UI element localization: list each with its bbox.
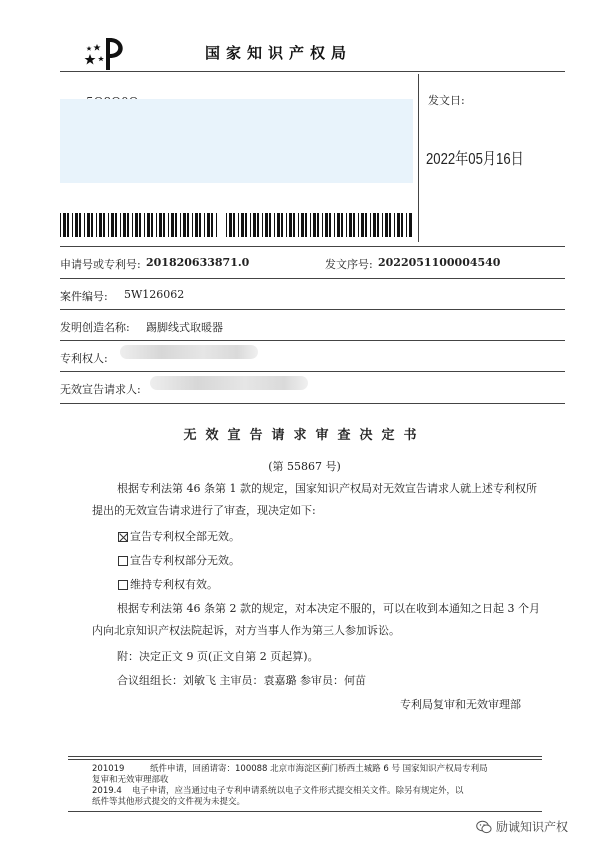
barcode-bar xyxy=(96,213,97,237)
invention-title-label: 发明创造名称: xyxy=(60,321,130,334)
barcode-bar xyxy=(84,213,85,237)
barcode-bar xyxy=(322,213,323,237)
barcode-bar xyxy=(211,213,213,237)
barcode-left xyxy=(60,213,220,237)
barcode-bar xyxy=(289,213,292,237)
barcode-bar xyxy=(226,213,227,237)
barcode-bar xyxy=(229,213,232,237)
barcode-bar xyxy=(120,213,121,237)
paragraph-1-line-1: 根据专利法第 46 条第 1 款的规定，国家知识产权局对无效宣告请求人就上述专利权所 xyxy=(117,482,537,495)
option-maintain-valid-checkbox[interactable] xyxy=(118,580,128,590)
barcode-bar xyxy=(132,213,133,237)
requester-label: 无效宣告请求人: xyxy=(60,383,141,396)
barcode-bar xyxy=(147,213,150,237)
decision-title: 无效宣告请求审查决定书 xyxy=(183,428,426,443)
barcode-bar xyxy=(79,213,81,237)
send-date-value: 2022年05月16日 xyxy=(426,151,524,168)
table-rule xyxy=(60,246,565,247)
watermark-account-name: 励诚知识产权 xyxy=(496,820,569,834)
barcode-right xyxy=(226,213,414,237)
barcode-bar xyxy=(301,213,304,237)
barcode-bar xyxy=(111,213,114,237)
barcode-bar xyxy=(325,213,328,237)
paragraph-2-line-1: 根据专利法第 46 条第 2 款的规定，对本决定不服的，可以在收到本通知之日起 3 个月 xyxy=(117,602,540,615)
attachment-note: 附：决定正文 9 页(正文自第 2 页起算)。 xyxy=(117,650,319,663)
panel-members: 合议组组长：刘敏飞 主审员：袁嘉璐 参审员：何苗 xyxy=(117,674,366,687)
header-rule xyxy=(60,71,565,72)
barcode-bar xyxy=(394,213,395,237)
barcode-bar xyxy=(377,213,379,237)
barcode-bar xyxy=(91,213,93,237)
barcode-bar xyxy=(115,213,117,237)
table-rule xyxy=(60,278,565,279)
barcode-bar xyxy=(250,213,251,237)
application-number-value: 201820633871.0 xyxy=(146,256,250,269)
barcode-bar xyxy=(341,213,343,237)
barcode-bar xyxy=(108,213,109,237)
barcode-bar xyxy=(60,213,61,237)
barcode-bar xyxy=(195,213,198,237)
barcode-bar xyxy=(192,213,193,237)
barcode-bar xyxy=(349,213,352,237)
barcode-bar xyxy=(175,213,177,237)
option-invalid-partial-checkbox[interactable] xyxy=(118,556,128,566)
decision-number: (第 55867 号) xyxy=(268,460,341,473)
send-date-label: 发文日: xyxy=(428,94,465,107)
barcode-bar xyxy=(353,213,355,237)
footer-mail-instruction: 纸件申请，回函请寄：100088 北京市海淀区蓟门桥西土城路 6 号 国家知识产权局专利局 xyxy=(150,764,488,774)
document-serial-label: 发文序号: xyxy=(325,258,373,271)
document-serial-value: 2022051100004540 xyxy=(378,256,501,269)
wechat-icon xyxy=(476,820,492,834)
barcode-bar xyxy=(298,213,299,237)
barcode-bar xyxy=(274,213,275,237)
footer-rule-bottom xyxy=(68,811,542,812)
barcode-bar xyxy=(373,213,376,237)
barcode-bar xyxy=(135,213,138,237)
barcode-bar xyxy=(187,213,189,237)
barcode-bar xyxy=(183,213,186,237)
paragraph-1-line-2: 提出的无效宣告请求进行了审查，现决定如下: xyxy=(92,504,316,517)
date-column-divider xyxy=(418,74,419,242)
footer-mail-instruction-cont: 复审和无效审理部收 xyxy=(92,775,169,785)
footer-rule-top-2 xyxy=(68,759,542,760)
barcode-bar xyxy=(163,213,165,237)
barcode-bar xyxy=(370,213,371,237)
barcode-bar xyxy=(361,213,364,237)
barcode-bar xyxy=(277,213,280,237)
barcode-bar xyxy=(67,213,69,237)
barcode-bar xyxy=(265,213,268,237)
barcode-bar xyxy=(389,213,391,237)
barcode-bar xyxy=(156,213,157,237)
barcode-bar xyxy=(397,213,400,237)
paragraph-2-line-2: 内向北京知识产权法院起诉，对方当事人作为第三人参加诉讼。 xyxy=(92,624,400,637)
patentee-label: 专利权人: xyxy=(60,352,108,365)
option-maintain-valid-label: 维持专利权有效。 xyxy=(130,578,218,591)
case-number-value: 5W126062 xyxy=(124,288,185,301)
option-invalid-all-label: 宣告专利权全部无效。 xyxy=(130,530,240,543)
barcode-bar xyxy=(329,213,331,237)
barcode-bar xyxy=(171,213,174,237)
footer-electronic-instruction: 电子申请，应当通过电子专利申请系统以电子文件形式提交相关文件。除另有规定外，以 xyxy=(132,786,464,796)
option-invalid-all-checkbox[interactable] xyxy=(118,532,128,542)
barcode-bar xyxy=(406,213,407,237)
barcode-bar xyxy=(385,213,388,237)
barcode-bar xyxy=(238,213,239,237)
office-name: 国家知识产权局 xyxy=(205,44,353,62)
footer-rule-top xyxy=(68,756,542,757)
barcode-bar xyxy=(346,213,347,237)
barcode-bar xyxy=(337,213,340,237)
barcode-bar xyxy=(281,213,283,237)
barcode-bar xyxy=(286,213,287,237)
address-redaction xyxy=(60,99,413,183)
barcode-bar xyxy=(382,213,383,237)
barcode-bar xyxy=(75,213,78,237)
footer-electronic-instruction-cont: 纸件等其他形式提交的文件视为未提交。 xyxy=(92,797,246,807)
footer-code-2: 2019.4 xyxy=(92,786,122,796)
table-rule xyxy=(60,403,565,404)
barcode-bar xyxy=(409,213,412,237)
case-number-label: 案件编号: xyxy=(60,290,108,303)
barcode-bar xyxy=(358,213,359,237)
barcode-bar xyxy=(72,213,73,237)
footer-code-1: 201019 xyxy=(92,764,125,774)
barcode-bar xyxy=(63,213,66,237)
invention-title-value: 踢脚线式取暖器 xyxy=(146,321,223,334)
barcode-bar xyxy=(127,213,129,237)
barcode-bar xyxy=(103,213,105,237)
option-invalid-partial-label: 宣告专利权部分无效。 xyxy=(130,554,240,567)
barcode-bar xyxy=(305,213,307,237)
table-rule xyxy=(60,371,565,372)
barcode-bar xyxy=(310,213,311,237)
barcode-bar xyxy=(99,213,102,237)
barcode-bar xyxy=(253,213,256,237)
issuing-department: 专利局复审和无效审理部 xyxy=(400,698,521,711)
barcode-bar xyxy=(233,213,235,237)
patentee-redaction xyxy=(120,345,258,359)
barcode-bar xyxy=(401,213,403,237)
barcode-bar xyxy=(207,213,210,237)
barcode-bar xyxy=(199,213,201,237)
barcode-bar xyxy=(241,213,244,237)
barcode-bar xyxy=(293,213,295,237)
table-rule xyxy=(60,309,565,310)
barcode-bar xyxy=(204,213,205,237)
barcode-bar xyxy=(257,213,259,237)
barcode-bar xyxy=(216,213,217,237)
barcode-bar xyxy=(180,213,181,237)
barcode-bar xyxy=(317,213,319,237)
barcode-bar xyxy=(139,213,141,237)
barcode-bar xyxy=(168,213,169,237)
barcode-bar xyxy=(144,213,145,237)
barcode-bar xyxy=(334,213,335,237)
cnipa-logo xyxy=(80,32,132,72)
requester-redaction xyxy=(150,376,308,390)
barcode-bar xyxy=(269,213,271,237)
application-number-label: 申请号或专利号: xyxy=(60,258,141,271)
barcode-bar xyxy=(159,213,162,237)
table-rule xyxy=(60,340,565,341)
barcode-bar xyxy=(262,213,263,237)
barcode-bar xyxy=(123,213,126,237)
barcode-bar xyxy=(87,213,90,237)
barcode-bar xyxy=(365,213,367,237)
barcode-bar xyxy=(245,213,247,237)
barcode-bar xyxy=(313,213,316,237)
barcode-bar xyxy=(151,213,153,237)
